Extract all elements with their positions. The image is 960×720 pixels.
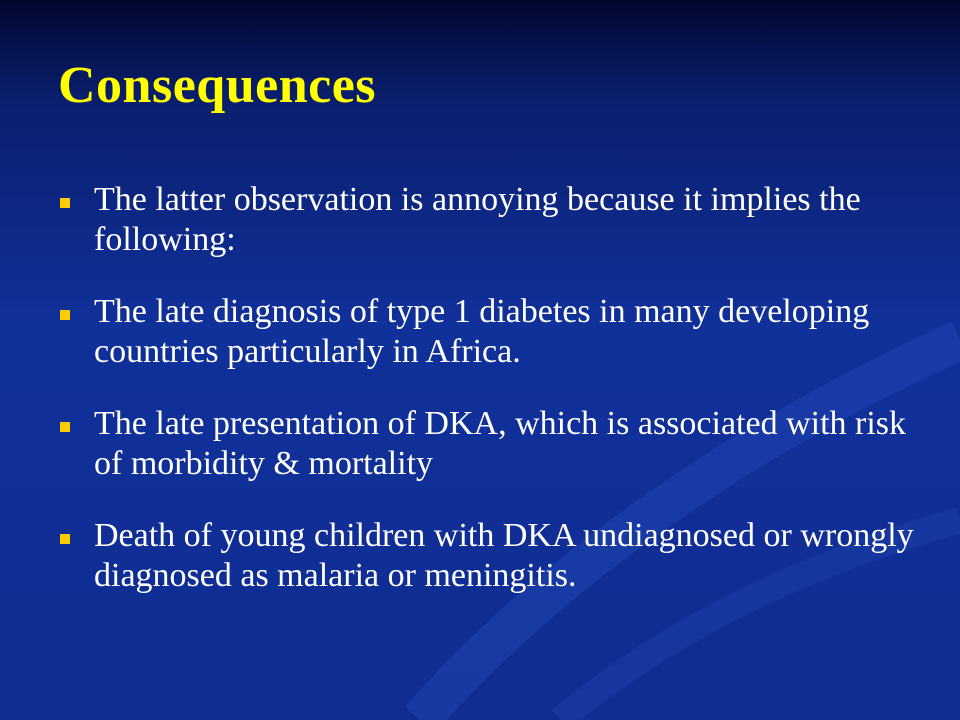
bullet-item (58, 180, 918, 260)
bullet-item (58, 516, 918, 596)
square-bullet-icon (60, 198, 70, 208)
bullet-list (58, 180, 918, 628)
slide-title: Consequences (58, 57, 377, 114)
bullet-text: The latter observation is annoying because it implies the following: (94, 181, 861, 258)
bullet-text: The late presentation of DKA, which is associated with risk of morbidity & mortality (94, 405, 907, 482)
square-bullet-icon (60, 422, 70, 432)
bullet-text: The late diagnosis of type 1 diabetes in many developing countries particularly in Africa. (94, 293, 870, 370)
bullet-item (58, 292, 918, 372)
square-bullet-icon (60, 310, 70, 320)
square-bullet-icon (60, 534, 70, 544)
bullet-text: Death of young children with DKA undiagnosed or wrongly diagnosed as malaria or meningitis. (94, 517, 914, 594)
bullet-item (58, 404, 918, 484)
